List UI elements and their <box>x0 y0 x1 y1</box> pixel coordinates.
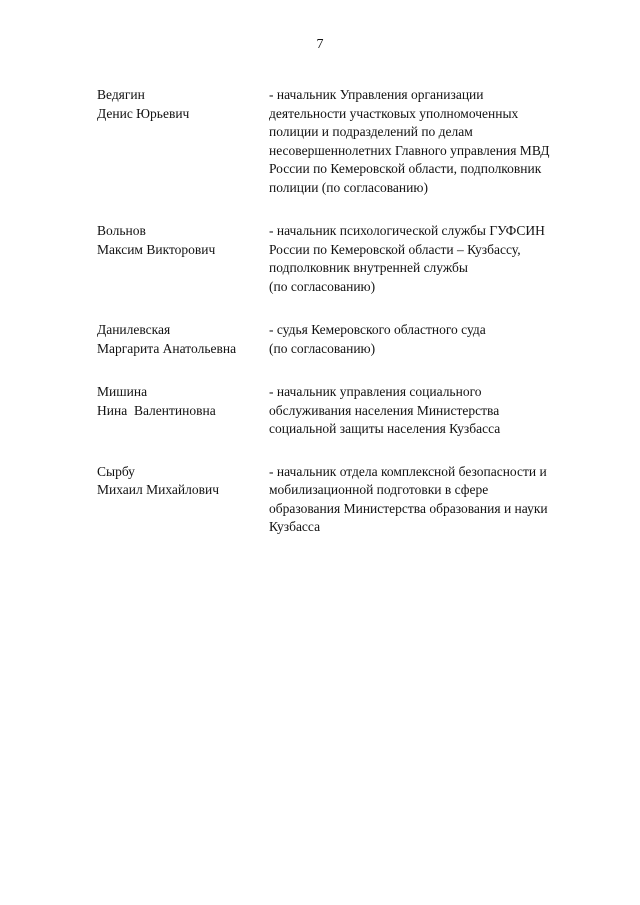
position-line: - начальник управления социального <box>269 384 482 399</box>
member-name <box>97 463 269 500</box>
position-line: несовершеннолетних Главного управления МВД <box>269 142 550 158</box>
position-line: России по Кемеровской области – Кузбассу, <box>269 241 521 257</box>
page-number: 7 <box>316 37 324 52</box>
member-position <box>269 222 597 296</box>
member-surname: Мишина <box>97 384 148 399</box>
position-line: - начальник психологической службы ГУФСИН <box>269 223 545 238</box>
member-position <box>269 463 597 537</box>
member-entry <box>97 383 597 439</box>
position-line: - начальник отдела комплексной безопасности и <box>269 463 547 479</box>
position-line: социальной защиты населения Кузбасса <box>269 421 501 436</box>
member-surname: Сырбу <box>97 463 135 479</box>
member-given-name: Михаил Михайлович <box>97 482 220 497</box>
position-line: полиции и подразделений по делам <box>269 124 473 139</box>
member-entry <box>97 463 597 537</box>
position-line: мобилизационной подготовки в сфере <box>269 482 489 497</box>
member-entry <box>97 321 597 358</box>
member-given-name: Нина Валентиновна <box>97 402 216 418</box>
position-line: - судья Кемеровского областного суда <box>269 322 486 337</box>
position-line: подполковник внутренней службы <box>269 260 468 275</box>
position-line: - начальник Управления организации <box>269 87 484 102</box>
member-surname: Данилевская <box>97 322 171 337</box>
member-position <box>269 86 597 197</box>
position-line: образования Министерства образования и науки <box>269 500 548 516</box>
position-line: (по согласованию) <box>269 340 376 356</box>
member-name <box>97 222 269 259</box>
position-line: (по согласованию) <box>269 278 376 294</box>
member-name <box>97 383 269 420</box>
position-line: России по Кемеровской области, подполковник <box>269 161 542 176</box>
member-entry <box>97 222 597 296</box>
member-given-name: Денис Юрьевич <box>97 105 190 121</box>
member-surname: Ведягин <box>97 87 145 102</box>
member-name <box>97 86 269 123</box>
member-given-name: Максим Викторович <box>97 241 216 257</box>
position-line: обслуживания населения Министерства <box>269 402 500 418</box>
member-list <box>97 86 597 561</box>
position-line: Кузбасса <box>269 519 321 534</box>
position-line: полиции (по согласованию) <box>269 179 428 195</box>
member-entry <box>97 86 597 197</box>
position-line: деятельности участковых уполномоченных <box>269 105 519 121</box>
member-position <box>269 321 597 358</box>
member-surname: Вольнов <box>97 223 146 238</box>
member-given-name: Маргарита Анатольевна <box>97 340 237 356</box>
member-position <box>269 383 597 439</box>
member-name <box>97 321 269 358</box>
